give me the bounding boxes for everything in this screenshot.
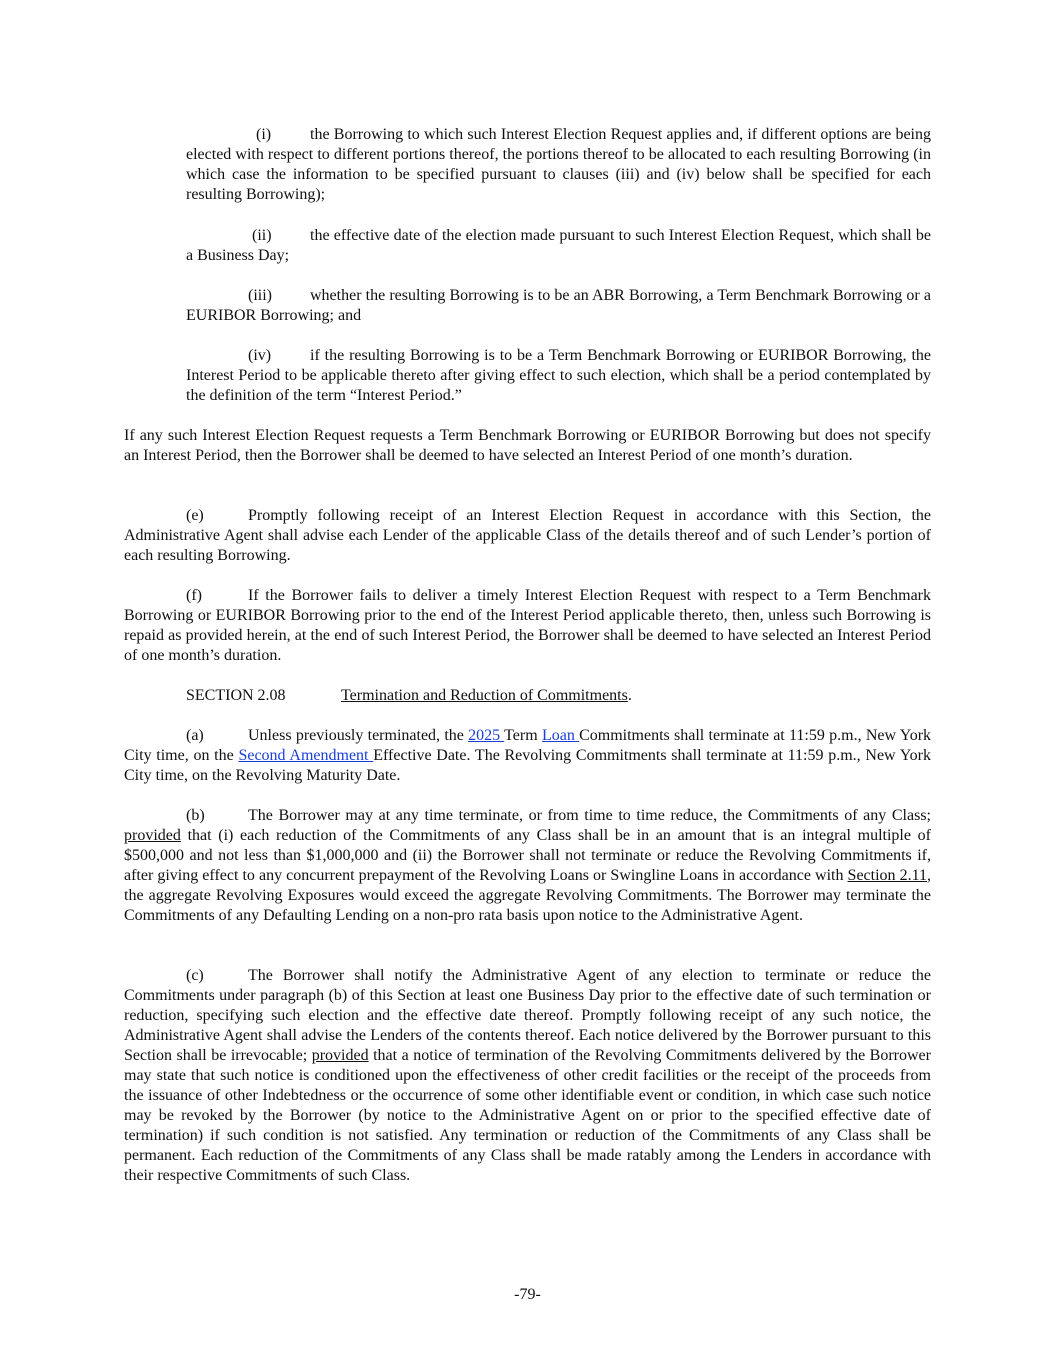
clause-label: (iii) [248, 287, 272, 304]
text: The Borrower shall notify the Administrative Agent of any election to terminate or reduce the Commitments under paragraph (b) of this Section at least one Business Day prior to the effective date of such termination or reduction, specifying such election and the effective date thereof. Promptly following receipt of any such notice, the Administrative Agent shall advise the Lenders of the contents thereof. Each notice delivered by the Borrower pursuant to this Section shall be irrevocable; [124, 967, 931, 1064]
clause-text: if the resulting Borrowing is to be a Term Benchmark Borrowing or EURIBOR Borrowing, the Interest Period to be applicable thereto after giving effect to such election, which shall be a period contemplated by the definition of the term “Interest Period.” [186, 347, 931, 404]
section-title-period: . [627, 687, 632, 704]
link-second-amendment[interactable]: Second Amendment [238, 747, 374, 764]
paragraph-label: (c) [186, 967, 204, 984]
defined-term-provided: provided [124, 827, 181, 844]
clause-label: (ii) [252, 227, 272, 244]
defined-term-provided: provided [311, 1047, 369, 1064]
page-number: -79- [514, 1286, 541, 1303]
paragraph-label: (e) [186, 507, 204, 524]
section-number: SECTION 2.08 [186, 687, 286, 704]
clause-iv [186, 346, 931, 406]
clause-ii [186, 226, 931, 266]
paragraph-text: Promptly following receipt of an Interest Election Request in accordance with this Section, the Administrative Agent shall advise each Lender of the applicable Class of the details thereof and of such Lender’s portion of each resulting Borrowing. [124, 507, 931, 564]
text: Effective Date. The Revolving Commitments shall terminate at 11:59 p.m., New York City time, on the Revolving Maturity Date. [124, 747, 932, 784]
paragraph-b [124, 806, 931, 926]
text: that a notice of termination of the Revolving Commitments delivered by the Borrower may state that such notice is conditioned upon the effectiveness of other credit facilities or the receipt of the proceeds from the issuance of other Indebtedness or the occurrence of some other identifiable event or condition, in which case such notice may be revoked by the Borrower (by notice to the Administrative Agent on or prior to the specified effective date of termination) if such condition is not satisfied. Any termination or reduction of the Commitments of any Class shall be permanent. Each reduction of the Commitments of any Class shall be made ratably among the Lenders in accordance with their respective Commitments of such Class. [124, 1047, 931, 1184]
paragraph-a [124, 726, 931, 786]
section-reference: Section 2.11 [847, 867, 928, 884]
text: The Borrower may at any time terminate, or from time to time reduce, the Commitments of any Class; [248, 807, 931, 824]
link-loan[interactable]: Loan [541, 727, 580, 744]
clause-text: the Borrowing to which such Interest Election Request applies and, if different options are being elected with respect to different portions thereof, the portions thereof to be allocated to each resulting Borrowing (in which case the information to be specified pursuant to clauses (iii) and (iv) below shall be specified for each resulting Borrowing); [186, 126, 931, 203]
paragraph-e [124, 506, 931, 566]
paragraph-default-interest-period: If any such Interest Election Request requests a Term Benchmark Borrowing or EURIBOR Borrowing but does not specify an Interest Period, then the Borrower shall be deemed to have selected an Interest Period of one month’s duration. [124, 427, 931, 464]
paragraph-text: If the Borrower fails to deliver a timely Interest Election Request with respect to a Term Benchmark Borrowing or EURIBOR Borrowing prior to the end of the Interest Period applicable thereto, then, unless such Borrowing is repaid as provided herein, at the end of such Interest Period, the Borrower shall be deemed to have selected an Interest Period of one month’s duration. [124, 587, 931, 664]
text: , the aggregate Revolving Exposures would exceed the aggregate Revolving Commitments. The Borrower may terminate the Commitments of any Defaulting Lending on a non-pro rata basis upon notice to the Administrative Agent. [124, 867, 932, 924]
clause-text: whether the resulting Borrowing is to be an ABR Borrowing, a Term Benchmark Borrowing or a EURIBOR Borrowing; and [186, 287, 931, 324]
section-heading [186, 686, 632, 706]
paragraph-label: (f) [186, 587, 202, 604]
paragraph-label: (b) [186, 807, 205, 824]
text: that (i) each reduction of the Commitments of any Class shall be in an amount that is an integral multiple of $500,000 and not less than $1,000,000 and (ii) the Borrower shall not terminate or reduce the Revolving Commitments if, after giving effect to any concurrent prepayment of the Revolving Loans or Swingline Loans in accordance with [124, 827, 931, 884]
section-title: Termination and Reduction of Commitments [341, 687, 628, 704]
paragraph-f [124, 586, 931, 666]
clause-iii [186, 286, 931, 326]
text: Commitments shall terminate at 11:59 p.m., New York City time, on the [124, 727, 932, 764]
paragraph-label: (a) [186, 727, 204, 744]
clause-label: (iv) [248, 347, 272, 364]
text: Term [504, 727, 542, 744]
clause-label: (i) [256, 126, 272, 143]
clause-i [186, 125, 931, 205]
clause-text: the effective date of the election made pursuant to such Interest Election Request, which shall be a Business Day; [186, 227, 931, 264]
paragraph-c [124, 966, 931, 1186]
text: Unless previously terminated, the [248, 727, 469, 744]
link-2025[interactable]: 2025 [468, 727, 505, 744]
